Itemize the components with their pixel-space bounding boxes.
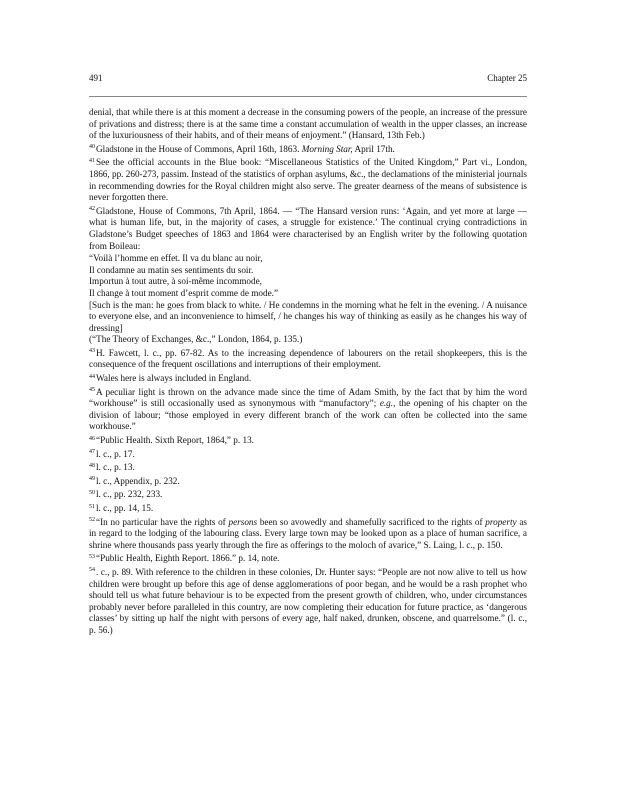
verse-line: Il condamne au matin ses sentiments du soir.: [89, 264, 254, 275]
footnote-number: 44: [89, 373, 95, 380]
footnote-47: $^{47}$l. c., p. 17.: [89, 448, 135, 459]
footnote-45: $^{45}$A peculiar light is thrown on the advance made since the time of Adam Smith, by the fact that by him the word “workhouse” is still occasionally used as synonymous with “manufactory”; e.g., the opening of his chapter on the division of labour; “those employed in every different branch of the work can often be collected into the same workhouse.”: [89, 386, 527, 432]
footnote-48: $^{48}$l. c., p. 13.: [89, 462, 135, 473]
footnote-53: $^{53}$“Public Health, Eighth Report. 1866.” p. 14, note.: [89, 553, 280, 564]
verse-line: Importun à tout autre, à soi-même incommode,: [89, 276, 262, 287]
page-number: 491: [89, 73, 103, 83]
quote-source: (“The Theory of Exchanges, &c.,” London, 1864, p. 135.): [89, 334, 303, 345]
verse-line: “Voilà l’homme en effet. Il va du blanc au noir,: [89, 253, 263, 264]
quote-translation: [Such is the man: he goes from black to white. / He condemns in the morning what he felt in the evening. / A nuisance to everyone else, and an inconvenience to himself, / he changes his way of thinking as easily as he changes his way of dressing]: [89, 299, 527, 333]
footnote-41: $^{41}$See the official accounts in the Blue book: “Miscellaneous Statistics of the United Kingdom,” Part vi., London, 1866, pp. 260-273, passim. Instead of the statistics of orphan asylums, &c., the declamations of the ministerial journals in recommending dowries for the Royal children might also serve. The greater dearness of the means of subsistence is never forgotten there.: [89, 157, 527, 203]
footnote-40: $^{40}$Gladstone in the House of Commons, April 16th, 1863. Morning Star, April 17th.: [89, 143, 395, 154]
header-rule: [89, 96, 527, 97]
footnote-49: $^{49}$l. c., Appendix, p. 232.: [89, 475, 180, 486]
footnote-42: $^{42}$Gladstone, House of Commons, 7th April, 1864. — “The Hansard version runs: ‘Again, and yet more at large — what is human life, but, in the majority of cases, a struggle for existence.’ The continual crying contradictions in Gladstone’s Budget speeches of 1863 and 1864 were characterised by an English writer by the following quotation from Boileau: “Voilà l’homme en effet. Il va du blanc au noir, Il condamne au matin ses sentiments du soir. Importun à tout autre, à soi-même incommode, Il change à tout moment d’esprit comme de mode.” [Such is the man: he goes from black to white. / He condemns in the morning what he felt in the evening. / A nuisance to everyone else, and an inconvenience to himself, / he changes his way of thinking as easily as he changes his way of dressing] (“The Theory of Exchanges, &c.,” London, 1864, p. 135.): [89, 205, 527, 345]
verse-line: Il change à tout moment d’esprit comme de mode.”: [89, 287, 279, 298]
footnote-43: $^{43}$H. Fawcett, l. c., pp. 67-82. As to the increasing dependence of labourers on the retail shopkeepers, this is the consequence of the frequent oscillations and interruptions of their employment.: [89, 347, 527, 370]
footnote-number: 50: [89, 489, 95, 496]
footnote-number: 49: [89, 476, 95, 483]
footnote-44: $^{44}$Wales here is always included in England.: [89, 373, 252, 384]
footnote-number: 54: [89, 567, 95, 574]
footnote-number: 51: [89, 503, 95, 510]
footnote-number: 52: [89, 517, 95, 524]
footnote-number: 40: [89, 144, 95, 151]
footnote-number: 46: [89, 435, 95, 442]
footnote-number: 45: [89, 387, 95, 394]
chapter-title: Chapter 25: [487, 73, 527, 83]
footnote-52: $^{52}$“In no particular have the rights of persons been so avowedly and shamefully sacrificed to the rights of property as in regard to the lodging of the labouring class. Every large town may be looked upon as a place of human sacrifice, a shrine where thousands pass yearly through the fire as offerings to the moloch of avarice,” S. Laing, l. c., p. 150.: [89, 516, 528, 550]
footnote-number: 53: [89, 553, 95, 560]
footnote-39-continued: denial, that while there is at this moment a decrease in the consuming powers of the people, an increase of the pressure of privations and distress; there is at the same time a constant accumulation of wealth in the upper classes, an increase of the luxuriousness of their habits, and of their means of enjoyment.” (Hansard, 13th Feb.): [89, 107, 527, 141]
boileau-quote: [89, 253, 527, 299]
footnote-number: 47: [89, 449, 95, 456]
footnote-number: 41: [89, 157, 95, 164]
footnote-number: 42: [89, 206, 95, 213]
footnote-number: 48: [89, 462, 95, 469]
footnote-number: 43: [89, 348, 95, 355]
footnote-54: $^{54}$. c., p. 89. With reference to the children in these colonies, Dr. Hunter says: “People are not now alive to tell us how children were brought up before this age of dense agglomerations of poor began, and he would be a rash prophet who should tell us what future behaviour is to be expected from the present growth of children, who, under circumstances probably never before paralleled in this country, are now completing their education for future practice, as ‘dangerous classes’ by sitting up half the night with persons of every age, half naked, drunken, obscene, and quarrelsome.” (l. c., p. 56.): [89, 566, 527, 635]
footnote-46: $^{46}$“Public Health. Sixth Report, 1864,” p. 13.: [89, 435, 254, 446]
footnotes: [89, 107, 527, 639]
footnote-51: $^{51}$l. c., pp. 14, 15.: [89, 503, 154, 513]
footnote-50: $^{50}$l. c., pp. 232, 233.: [89, 489, 163, 500]
